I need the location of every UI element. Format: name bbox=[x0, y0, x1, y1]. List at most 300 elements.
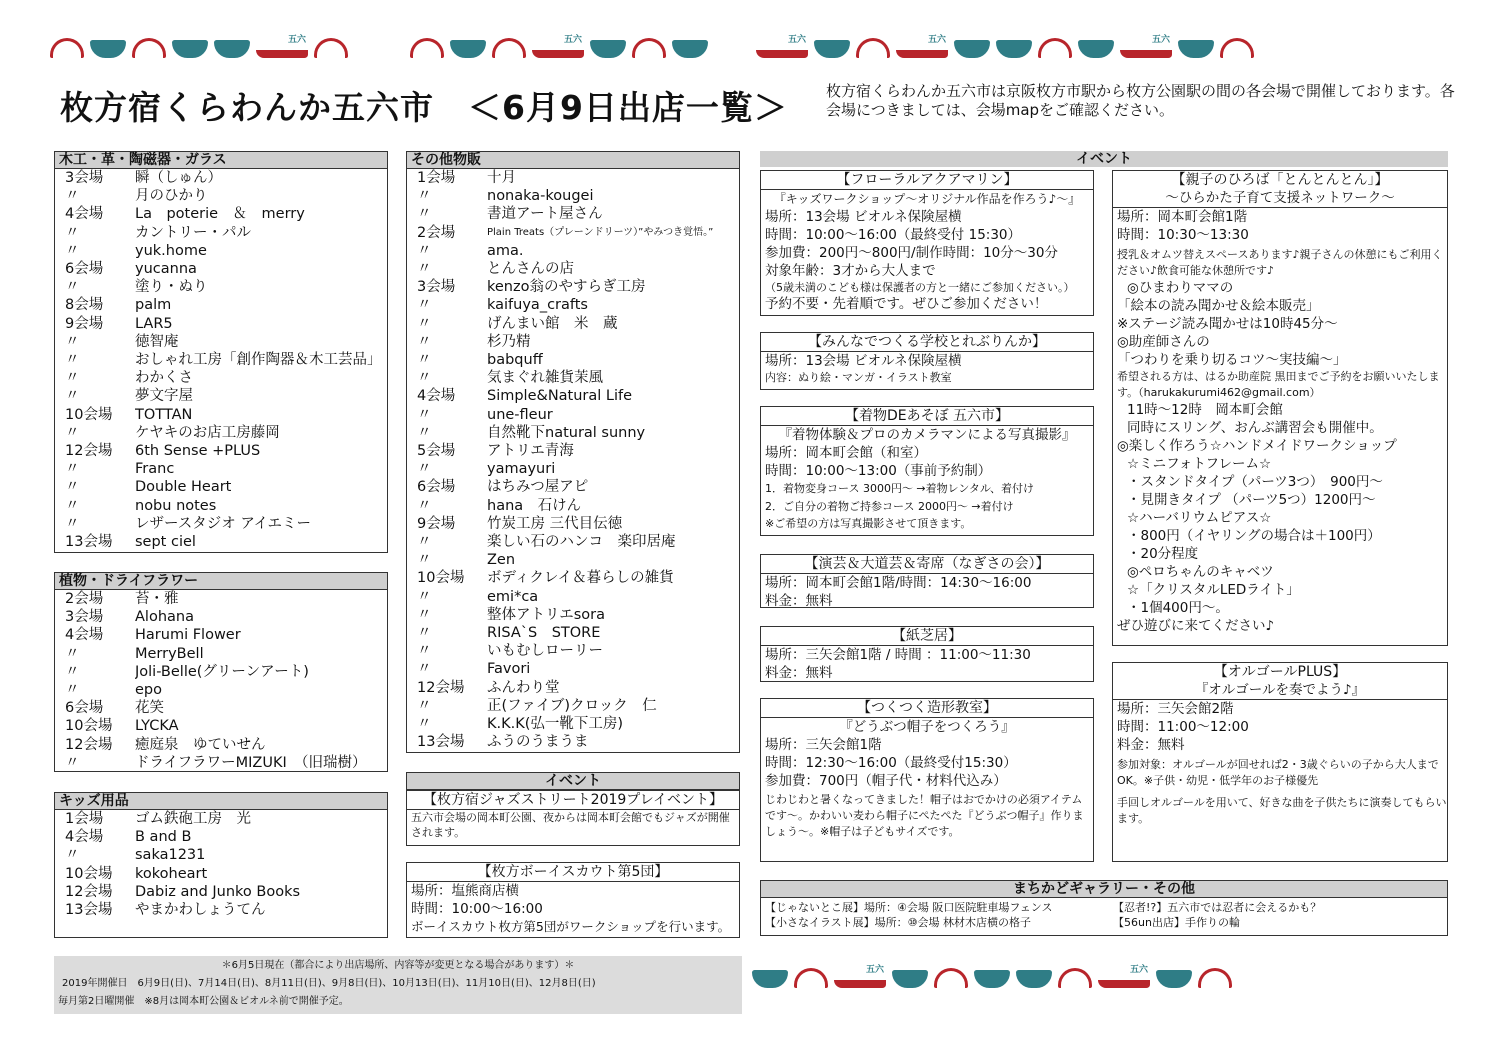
dish-icon bbox=[1058, 968, 1092, 988]
venue-label: 〃 bbox=[417, 497, 432, 514]
event-oyako-l16: ◎ペロちゃんのキャベツ bbox=[1127, 564, 1274, 580]
shop-name: ふうのうまうま bbox=[487, 734, 589, 751]
list-item bbox=[55, 296, 387, 314]
shop-name: 竹炭工房 三代目伝徳 bbox=[487, 515, 623, 532]
event-oyako-l19: ぜひ遊びに来てください♪ bbox=[1117, 618, 1275, 634]
venue-label: 〃 bbox=[65, 663, 80, 680]
shop-name: MerryBell bbox=[135, 645, 204, 662]
venue-label: 13会場 bbox=[417, 734, 465, 751]
venue-label: 2会場 bbox=[65, 591, 104, 607]
event-oyako-l15: ・20分程度 bbox=[1127, 546, 1199, 562]
event-small-title: イベント bbox=[406, 772, 740, 790]
list-item bbox=[55, 460, 387, 478]
plants-header: 植物・ドライフラワー bbox=[55, 573, 387, 590]
shop-name: RISA`S STORE bbox=[487, 625, 601, 642]
venue-label: 10会場 bbox=[65, 865, 113, 882]
venue-label: 3会場 bbox=[65, 609, 104, 626]
venue-label: 〃 bbox=[65, 645, 80, 662]
shop-name: 徳智庵 bbox=[135, 333, 179, 350]
event-kimono-title: 【着物DEあそぼ 五六市】 bbox=[761, 407, 1093, 426]
event-scout-desc: ボーイスカウト枚方第5団がワークショップを行います。 bbox=[411, 919, 731, 934]
shop-name: はちみつ屋アピ bbox=[487, 479, 589, 496]
shop-name: Alohana bbox=[135, 609, 194, 626]
event-orgel bbox=[1112, 662, 1448, 862]
boat-icon: 五六 bbox=[756, 44, 808, 58]
venue-label: 〃 bbox=[65, 370, 80, 387]
shop-name: 塗り・ぬり bbox=[135, 279, 208, 296]
shop-name: TOTTAN bbox=[135, 406, 193, 423]
shop-name: nobu notes bbox=[135, 497, 217, 514]
boat-icon: 五六 bbox=[532, 44, 584, 58]
event-oyako-l4: ◎助産師さんの bbox=[1117, 334, 1210, 350]
list-item bbox=[407, 369, 739, 387]
bowl-icon bbox=[814, 40, 850, 58]
header-decoration-right bbox=[756, 35, 1254, 58]
event-oyako-l5: 「つわりを乗り切るコツ～実技編～」 bbox=[1117, 352, 1347, 368]
list-item bbox=[55, 205, 387, 223]
venue-label: 〃 bbox=[417, 206, 432, 223]
event-kimono-place: 場所：岡本町会館（和室） bbox=[765, 445, 927, 461]
shop-name: ふんわり堂 bbox=[487, 679, 560, 696]
event-zoukei-place: 場所：三矢会館1階 bbox=[765, 737, 882, 753]
dish-icon bbox=[1198, 968, 1232, 988]
bowl-icon bbox=[752, 970, 788, 988]
shop-name: LAR5 bbox=[135, 315, 173, 332]
shop-name: Plain Treats（プレーンドリーツ）”やみつき覚悟。” bbox=[487, 226, 714, 238]
list-item bbox=[407, 424, 739, 442]
list-item bbox=[407, 460, 739, 478]
venue-label: 12会場 bbox=[65, 883, 113, 900]
venue-label: 〃 bbox=[65, 461, 80, 478]
list-item bbox=[55, 681, 387, 699]
venue-label: 〃 bbox=[417, 315, 432, 332]
list-item bbox=[407, 351, 739, 369]
venue-label: 〃 bbox=[65, 515, 80, 532]
event-scout-place: 場所：塩熊商店横 bbox=[411, 883, 519, 899]
gallery-item-c: 【忍者!?】五六市では忍者に会えるかも？ bbox=[1113, 901, 1322, 914]
venue-label: 〃 bbox=[65, 242, 80, 259]
event-school-title: 【みんなでつくる学校とれぶりんか】 bbox=[761, 333, 1093, 352]
venue-label: 10会場 bbox=[417, 570, 465, 587]
gallery-item-a: 【じゃないとこ展】場所：④会場 阪口医院駐車場フェンス bbox=[765, 901, 1053, 914]
dish-icon bbox=[410, 38, 444, 58]
list-item bbox=[407, 278, 739, 296]
event-oyako-subtitle: ～ひらかた子育て支援ネットワーク～ bbox=[1113, 189, 1447, 208]
dish-icon bbox=[1038, 38, 1072, 58]
event-scout-title: 【枚方ボーイスカウト第5団】 bbox=[407, 863, 739, 882]
venue-label: 12会場 bbox=[65, 736, 113, 753]
shop-name: 杉乃精 bbox=[487, 333, 531, 350]
venue-label: 〃 bbox=[65, 424, 80, 441]
bowl-icon bbox=[214, 40, 250, 58]
venue-label: 〃 bbox=[65, 682, 80, 699]
list-item bbox=[407, 442, 739, 460]
event-floral-reservation: 予約不要・先着順です。ぜひご参加ください！ bbox=[765, 296, 1048, 312]
shop-name: 十月 bbox=[487, 170, 516, 186]
list-item bbox=[407, 224, 739, 242]
venue-label: 13会場 bbox=[65, 902, 113, 919]
header-decoration-left bbox=[50, 35, 348, 58]
event-floral-place: 場所：13会場 ビオルネ保険屋横 bbox=[765, 209, 962, 225]
list-item bbox=[407, 187, 739, 205]
list-item bbox=[407, 697, 739, 715]
list-item bbox=[407, 497, 739, 515]
bowl-icon bbox=[450, 40, 486, 58]
shop-name: 正(ファイブ)クロック 仁 bbox=[487, 697, 657, 714]
list-item bbox=[407, 315, 739, 333]
event-oyako-time: 時間：10:30～13:30 bbox=[1117, 227, 1249, 243]
event-scout bbox=[406, 862, 740, 938]
plants-rows bbox=[55, 590, 387, 772]
event-floral-time: 時間：10:00～16:00（最終受付 15:30） bbox=[765, 227, 1022, 243]
shop-name: Dabiz and Junko Books bbox=[135, 883, 301, 900]
venue-label: 〃 bbox=[417, 242, 432, 259]
event-floral-title: 【フローラルアクアマリン】 bbox=[761, 171, 1093, 190]
list-item bbox=[407, 588, 739, 606]
bowl-icon bbox=[996, 40, 1032, 58]
boat-icon: 五六 bbox=[1120, 44, 1172, 58]
bowl-icon bbox=[892, 970, 928, 988]
event-engei-title: 【演芸＆大道芸＆寄席（なぎさの会）】 bbox=[761, 555, 1093, 574]
footer-note-3: 毎月第2日曜開催 ※8月は岡本町公園＆ビオルネ前で開催予定。 bbox=[58, 996, 349, 1007]
list-item bbox=[55, 590, 387, 608]
shop-name: カントリー・パル bbox=[135, 224, 251, 241]
venue-label: 3会場 bbox=[65, 170, 104, 186]
shop-name: Double Heart bbox=[135, 479, 232, 496]
kids-header: キッズ用品 bbox=[55, 793, 387, 810]
boat-icon: 五六 bbox=[256, 44, 308, 58]
venue-label: 4会場 bbox=[65, 206, 104, 223]
bowl-icon bbox=[954, 40, 990, 58]
venue-label: 3会場 bbox=[417, 279, 456, 296]
event-oyako-l6: 希望される方は、はるか助産院 黒田までご予約をお願いいたします。（harukakurumi462@gmail.com） bbox=[1117, 370, 1440, 399]
list-item bbox=[55, 645, 387, 663]
event-kimono bbox=[760, 406, 1094, 536]
craft-list bbox=[54, 151, 388, 553]
event-school-place: 場所：13会場 ビオルネ保険屋横 bbox=[765, 353, 962, 369]
gallery-header: まちかどギャラリー・その他 bbox=[761, 881, 1447, 898]
venue-label: 〃 bbox=[417, 606, 432, 623]
venue-label: 〃 bbox=[417, 297, 432, 314]
page-title: 枚方宿くらわんか五六市 ＜6月9日出店一覧＞ bbox=[60, 88, 788, 127]
event-kamishibai-fee: 料金：無料 bbox=[765, 665, 833, 681]
shop-name: palm bbox=[135, 297, 172, 314]
event-oyako-title: 【親子のひろば「とんとんとん」】 bbox=[1171, 172, 1389, 188]
event-kimono-note: ※ご希望の方は写真撮影させて頂きます。 bbox=[765, 517, 972, 530]
event-zoukei bbox=[760, 698, 1094, 862]
list-item bbox=[55, 351, 387, 369]
shop-name: わかくさ bbox=[135, 370, 193, 387]
venue-label: 〃 bbox=[417, 461, 432, 478]
bowl-icon bbox=[590, 40, 626, 58]
list-item bbox=[55, 883, 387, 901]
venue-label: 〃 bbox=[65, 388, 80, 405]
event-oyako-l17: ☆「クリスタルLEDライト」 bbox=[1127, 582, 1300, 598]
event-orgel-place: 場所：三矢会館2階 bbox=[1117, 701, 1234, 717]
list-item bbox=[407, 624, 739, 642]
venue-label: 〃 bbox=[65, 497, 80, 514]
shop-name: yuk.home bbox=[135, 242, 207, 259]
gallery-item-b: 【小さなイラスト展】場所：⑩会場 林材木店横の格子 bbox=[765, 916, 1032, 929]
list-item bbox=[55, 260, 387, 278]
event-oyako bbox=[1112, 170, 1448, 646]
venue-label: 〃 bbox=[65, 279, 80, 296]
venue-label: 〃 bbox=[417, 370, 432, 387]
venue-label: 12会場 bbox=[417, 679, 465, 696]
event-zoukei-time: 時間：12:30～16:00（最終受付15:30） bbox=[765, 755, 1017, 771]
shop-name: saka1231 bbox=[135, 847, 206, 864]
venue-label: 6会場 bbox=[65, 700, 104, 717]
list-item bbox=[55, 187, 387, 205]
shop-name: げんまい館 米 蔵 bbox=[487, 315, 618, 332]
event-jazz-body: 五六市会場の岡本町公園、夜からは岡本町会館でもジャズが開催されます。 bbox=[411, 811, 730, 839]
list-item bbox=[55, 533, 387, 551]
shop-name: epo bbox=[135, 682, 162, 699]
shop-name: nonaka-kougei bbox=[487, 188, 594, 205]
bowl-icon bbox=[974, 970, 1010, 988]
gallery-box bbox=[760, 880, 1448, 936]
shop-name: 楽しい石のハンコ 楽印居庵 bbox=[487, 534, 676, 551]
event-orgel-subtitle: 『オルゴールを奏でよう♪』 bbox=[1113, 681, 1447, 700]
bowl-icon bbox=[1016, 970, 1052, 988]
shop-name: 月のひかり bbox=[135, 188, 208, 205]
shop-name: 書道アート屋さん bbox=[487, 206, 603, 223]
event-orgel-title: 【オルゴールPLUS】 bbox=[1213, 664, 1347, 680]
list-item bbox=[55, 626, 387, 644]
bowl-icon bbox=[1156, 970, 1192, 988]
shop-name: hana 石けん bbox=[487, 497, 582, 514]
dish-icon bbox=[632, 38, 666, 58]
list-item bbox=[55, 717, 387, 735]
dish-icon bbox=[934, 968, 968, 988]
shop-name: アトリエ青海 bbox=[487, 443, 574, 460]
list-item bbox=[55, 754, 387, 772]
shop-name: une-fleur bbox=[487, 406, 553, 423]
craft-header: 木工・革・陶磁器・ガラス bbox=[55, 152, 387, 169]
list-item bbox=[407, 733, 739, 751]
event-kimono-time: 時間：10:00～13:00（事前予約制） bbox=[765, 463, 992, 479]
event-oyako-l14: ・800円（イヤリングの場合は＋100円） bbox=[1127, 528, 1381, 544]
shop-name: 気まぐれ雑貨茉風 bbox=[487, 370, 603, 387]
list-item bbox=[55, 169, 387, 187]
venue-label: 1会場 bbox=[417, 170, 456, 186]
venue-label: 4会場 bbox=[65, 627, 104, 644]
shop-name: Favori bbox=[487, 661, 531, 678]
venue-label: 13会場 bbox=[65, 534, 113, 551]
list-item bbox=[407, 533, 739, 551]
shop-name: babquff bbox=[487, 352, 543, 369]
event-oyako-place: 場所：岡本町会館1階 bbox=[1117, 209, 1248, 225]
event-zoukei-fee: 参加費：700円（帽子代・材料代込み） bbox=[765, 773, 1007, 789]
shop-name: ama. bbox=[487, 242, 524, 259]
bowl-icon bbox=[672, 40, 708, 58]
shop-name: 夢文字屋 bbox=[135, 388, 193, 405]
event-kimono-course2: 2．ご自分の着物ご持参コース 2000円～ →着付け bbox=[765, 500, 1014, 513]
shop-name: yamayuri bbox=[487, 461, 556, 478]
event-oyako-info: 授乳＆オムツ替えスペースあります♪親子さんの休憩にもご利用ください♪飲食可能な休憩所です♪ bbox=[1117, 248, 1443, 277]
event-kimono-subtitle: 『着物体験＆プロのカメラマンによる写真撮影』 bbox=[778, 427, 1076, 443]
event-oyako-l7: 11時～12時 岡本町会館 bbox=[1127, 402, 1283, 418]
shop-name: Zen bbox=[487, 552, 516, 569]
boat-icon: 五六 bbox=[834, 974, 886, 988]
event-oyako-l10: ☆ミニフォトフレーム☆ bbox=[1127, 456, 1272, 472]
shop-name: 自然靴下natural sunny bbox=[487, 424, 646, 441]
event-small-header bbox=[406, 772, 740, 790]
venue-label: 4会場 bbox=[65, 829, 104, 846]
list-item bbox=[55, 846, 387, 864]
dish-icon bbox=[856, 38, 890, 58]
shop-name: いもむしローリー bbox=[487, 643, 603, 660]
venue-label: 〃 bbox=[417, 424, 432, 441]
event-orgel-time: 時間：11:00～12:00 bbox=[1117, 719, 1249, 735]
footer-note-2: 2019年開催日 6月9日(日)、7月14日(日)、8月11日(日)、9月8日(日)、10月13日(日)、11月10日(日)、12月8日(日) bbox=[62, 978, 596, 989]
dish-icon bbox=[314, 38, 348, 58]
event-zoukei-title: 【つくつく造形教室】 bbox=[761, 699, 1093, 718]
kids-list bbox=[54, 792, 388, 938]
event-school bbox=[760, 332, 1094, 390]
shop-name: Franc bbox=[135, 461, 175, 478]
event-oyako-l11: ・スタンドタイプ（パーツ3つ） 900円～ bbox=[1127, 474, 1383, 490]
venue-label: 〃 bbox=[65, 847, 80, 864]
event-jazz bbox=[406, 790, 740, 846]
bowl-icon bbox=[172, 40, 208, 58]
venue-label: 10会場 bbox=[65, 406, 113, 423]
list-item bbox=[407, 169, 739, 187]
list-item bbox=[55, 333, 387, 351]
dish-icon bbox=[794, 968, 828, 988]
list-item bbox=[55, 810, 387, 828]
venue-label: 8会場 bbox=[65, 297, 104, 314]
event-oyako-l9: ◎楽しく作ろう☆ハンドメイドワークショップ bbox=[1117, 438, 1397, 454]
venue-label: 6会場 bbox=[417, 479, 456, 496]
venue-label: 〃 bbox=[417, 333, 432, 350]
event-kamishibai-title: 【紙芝居】 bbox=[761, 627, 1093, 646]
list-item bbox=[55, 278, 387, 296]
dish-icon bbox=[50, 38, 84, 58]
list-item bbox=[407, 296, 739, 314]
shop-name: LYCKA bbox=[135, 718, 179, 735]
venue-label: 6会場 bbox=[65, 261, 104, 278]
shop-name: やまかわしょうてん bbox=[135, 902, 266, 919]
list-item bbox=[407, 660, 739, 678]
dish-icon bbox=[1220, 38, 1254, 58]
shop-name: ケヤキのお店工房藤岡 bbox=[135, 424, 280, 441]
venue-label: 〃 bbox=[417, 406, 432, 423]
event-oyako-l18: ・1個400円～。 bbox=[1127, 600, 1229, 616]
craft-rows bbox=[55, 169, 387, 551]
event-floral-subtitle: 『キッズワークショップ～オリジナル作品を作ろう♪～』 bbox=[773, 192, 1081, 206]
event-orgel-target: 参加対象：オルゴールが回せれば2・3歳ぐらいの子から大人までOK。※子供・幼児・低学年のお子様優先 bbox=[1117, 758, 1439, 787]
venue-label: 〃 bbox=[417, 661, 432, 678]
event-zoukei-desc: じわじわと暑くなってきました！帽子はおでかけの必須アイテムです～。かわいい麦わら帽子にぺたぺた『どうぶつ帽子』作りましょう～。※帽子は子どもサイズです。 bbox=[765, 793, 1084, 838]
boat-icon: 五六 bbox=[896, 44, 948, 58]
kids-rows bbox=[55, 810, 387, 919]
venue-label: 4会場 bbox=[417, 388, 456, 405]
event-jazz-title: 【枚方宿ジャズストリート2019プレイベント】 bbox=[407, 791, 739, 810]
list-item bbox=[407, 242, 739, 260]
boat-icon: 五六 bbox=[1098, 974, 1150, 988]
event-kimono-course1: 1．着物変身コース 3000円～ →着物レンタル、着付け bbox=[765, 482, 1035, 495]
event-oyako-l13: ☆ハーバリウムピアス☆ bbox=[1127, 510, 1272, 526]
shop-name: ゴム鉄砲工房 光 bbox=[135, 811, 251, 827]
shop-name: 瞬（しゅん） bbox=[135, 170, 222, 186]
venue-label: 〃 bbox=[65, 224, 80, 241]
list-item bbox=[55, 315, 387, 333]
venue-label: 〃 bbox=[417, 188, 432, 205]
shop-name: 苔・雅 bbox=[135, 591, 179, 607]
venue-label: 〃 bbox=[417, 552, 432, 569]
header-decoration-middle bbox=[410, 35, 708, 58]
shop-name: yucanna bbox=[135, 261, 197, 278]
event-orgel-desc: 手回しオルゴールを用いて、好きな曲を子供たちに演奏してもらいます。 bbox=[1117, 796, 1447, 825]
list-item bbox=[55, 478, 387, 496]
event-kamishibai bbox=[760, 626, 1094, 682]
list-item bbox=[407, 515, 739, 533]
venue-label: 〃 bbox=[65, 479, 80, 496]
list-item bbox=[55, 901, 387, 919]
event-oyako-l1: ◎ひまわりママの bbox=[1127, 280, 1234, 296]
list-item bbox=[55, 387, 387, 405]
bowl-icon bbox=[1178, 40, 1214, 58]
list-item bbox=[55, 515, 387, 533]
venue-label: 〃 bbox=[417, 697, 432, 714]
venue-label: 〃 bbox=[65, 754, 80, 771]
dish-icon bbox=[492, 38, 526, 58]
shop-name: emi*ca bbox=[487, 588, 539, 605]
venue-label: 10会場 bbox=[65, 718, 113, 735]
list-item bbox=[407, 478, 739, 496]
shop-name: おしゃれ工房「創作陶器＆木工芸品」 bbox=[135, 352, 382, 369]
event-floral bbox=[760, 170, 1094, 316]
event-orgel-fee: 料金：無料 bbox=[1117, 737, 1185, 753]
list-item bbox=[55, 828, 387, 846]
shop-name: 整体アトリエsora bbox=[487, 606, 605, 623]
shop-name: ボディクレイ＆暮らしの雑貨 bbox=[487, 570, 674, 587]
shop-name: ドライフラワーMIZUKI （旧瑞樹） bbox=[135, 754, 367, 771]
list-item bbox=[407, 406, 739, 424]
event-kamishibai-place: 場所：三矢会館1階 / 時間 ：11:00～11:30 bbox=[765, 647, 1031, 663]
list-item bbox=[407, 679, 739, 697]
intro-text: 枚方宿くらわんか五六市は京阪枚方市駅から枚方公園駅の間の各会場で開催しております。各会場につきましては、会場mapをご確認ください。 bbox=[826, 82, 1455, 119]
event-oyako-l2: 「絵本の読み聞かせ＆絵本販売」 bbox=[1117, 298, 1320, 314]
list-item bbox=[55, 242, 387, 260]
other-list bbox=[406, 151, 740, 753]
event-floral-note: （5歳未満のこども様は保護者の方と一緒にご参加ください。） bbox=[765, 281, 1075, 294]
footer-note-1: ＊6月5日現在（都合により出店場所、内容等が変更となる場合があります）＊ bbox=[221, 960, 575, 971]
list-item bbox=[55, 442, 387, 460]
venue-label: 〃 bbox=[417, 534, 432, 551]
venue-label: 12会場 bbox=[65, 443, 113, 460]
venue-label: 〃 bbox=[65, 188, 80, 205]
list-item bbox=[55, 424, 387, 442]
venue-label: 2会場 bbox=[417, 224, 456, 241]
venue-label: 9会場 bbox=[65, 315, 104, 332]
list-item bbox=[407, 205, 739, 223]
venue-label: 1会場 bbox=[65, 811, 104, 827]
venue-label: 〃 bbox=[417, 588, 432, 605]
list-item bbox=[55, 865, 387, 883]
shop-name: 6th Sense +PLUS bbox=[135, 443, 261, 460]
footer-decoration bbox=[752, 965, 1232, 988]
list-item bbox=[55, 369, 387, 387]
venue-label: 〃 bbox=[417, 716, 432, 733]
shop-name: 花笑 bbox=[135, 700, 164, 717]
other-rows bbox=[407, 169, 739, 752]
dish-icon bbox=[132, 38, 166, 58]
gallery-item-d: 【56un出店】手作りの輪 bbox=[1113, 916, 1240, 929]
venue-label: 〃 bbox=[417, 352, 432, 369]
venue-label: 5会場 bbox=[417, 443, 456, 460]
